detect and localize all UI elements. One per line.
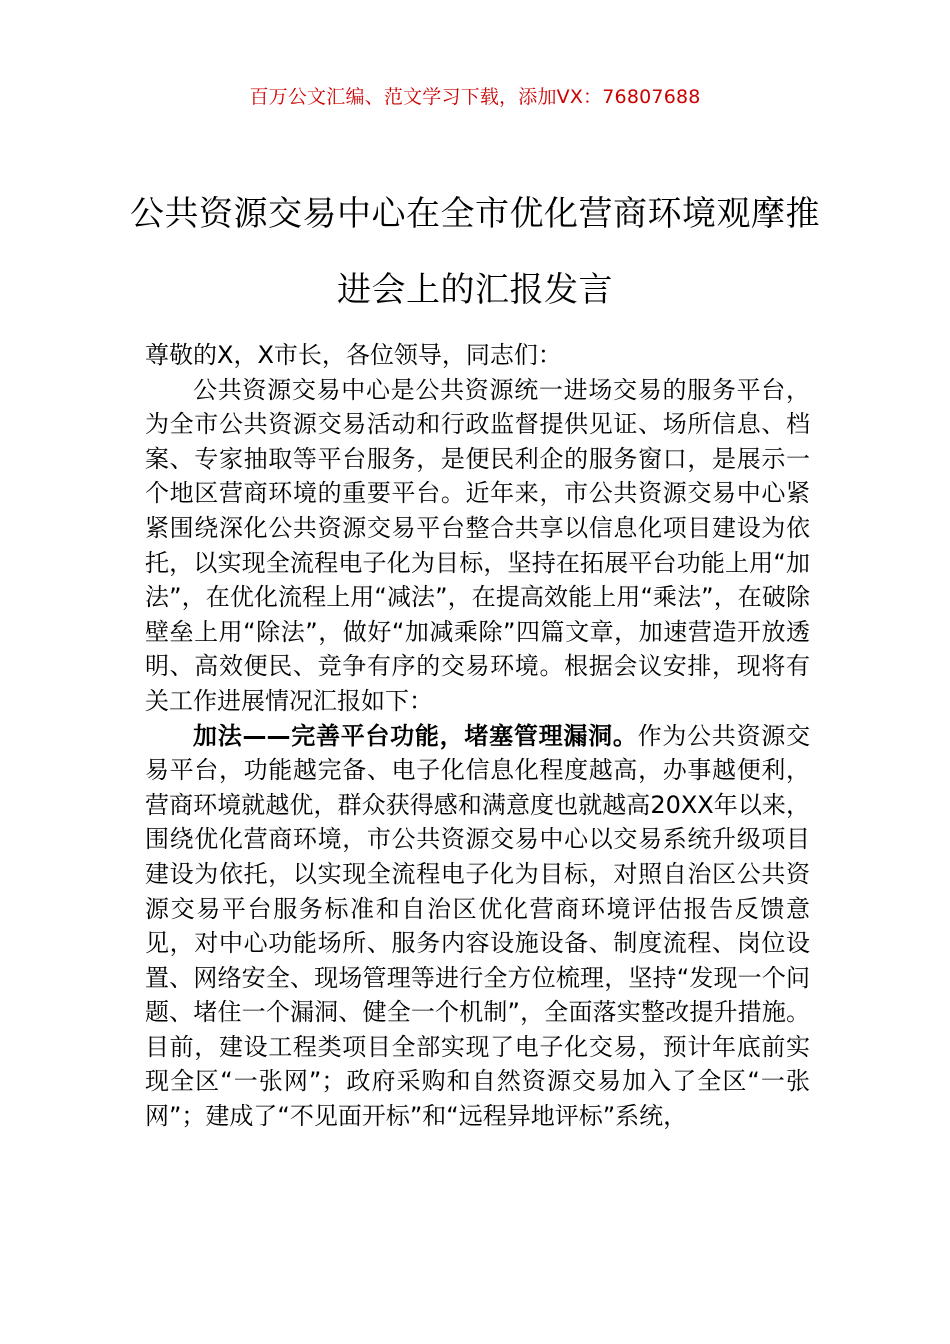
document-title: 公共资源交易中心在全市优化营商环境观摩推进会上的汇报发言	[130, 194, 820, 310]
paragraph-intro: 公共资源交易中心是公共资源统一进场交易的服务平台，为全市公共资源交易活动和行政监督提供见证、场所信息、档案、专家抽取等平台服务，是便民利企的服务窗口，是展示一个地区营商环境的重要平台。近年来，市公共资源交易中心紧紧围绕深化公共资源交易平台整合共享以信息化项目建设为依托，以实现全流程电子化为目标，坚持在拓展平台功能上用“加法”，在优化流程上用“减法”，在提高效能上用“乘法”，在破除壁垒上用“除法”，做好“加减乘除”四篇文章，加速营造开放透明、高效便民、竞争有序的交易环境。根据会议安排，现将有关工作进展情况汇报如下：	[145, 375, 810, 715]
salutation: 尊敬的X，X市长，各位领导，同志们：	[145, 341, 562, 369]
section-heading-addition: 加法——完善平台功能，堵塞管理漏洞。	[193, 721, 638, 750]
document-body	[145, 338, 810, 1134]
header-note: 百万公文汇编、范文学习下载，添加VX：76807688	[249, 86, 701, 108]
paragraph-addition	[145, 719, 810, 1134]
paragraph-addition-text: 作为公共资源交易平台，功能越完备、电子化信息化程度越高，办事越便利，营商环境就越优，群众获得感和满意度也就越高20XX年以来，围绕优化营商环境，市公共资源交易中心以交易系统升级项目建设为依托，以实现全流程电子化为目标，对照自治区公共资源交易平台服务标准和自治区优化营商环境评估报告反馈意见，对中心功能场所、服务内容设施设备、制度流程、岗位设置、网络安全、现场管理等进行全方位梳理，坚持“发现一个问题、堵住一个漏洞、健全一个机制”，全面落实整改提升措施。目前，建设工程类项目全部实现了电子化交易，预计年底前实现全区“一张网”；政府采购和自然资源交易加入了全区“一张网”；建成了“不见面开标”和“远程异地评标”系统，	[145, 721, 811, 1131]
